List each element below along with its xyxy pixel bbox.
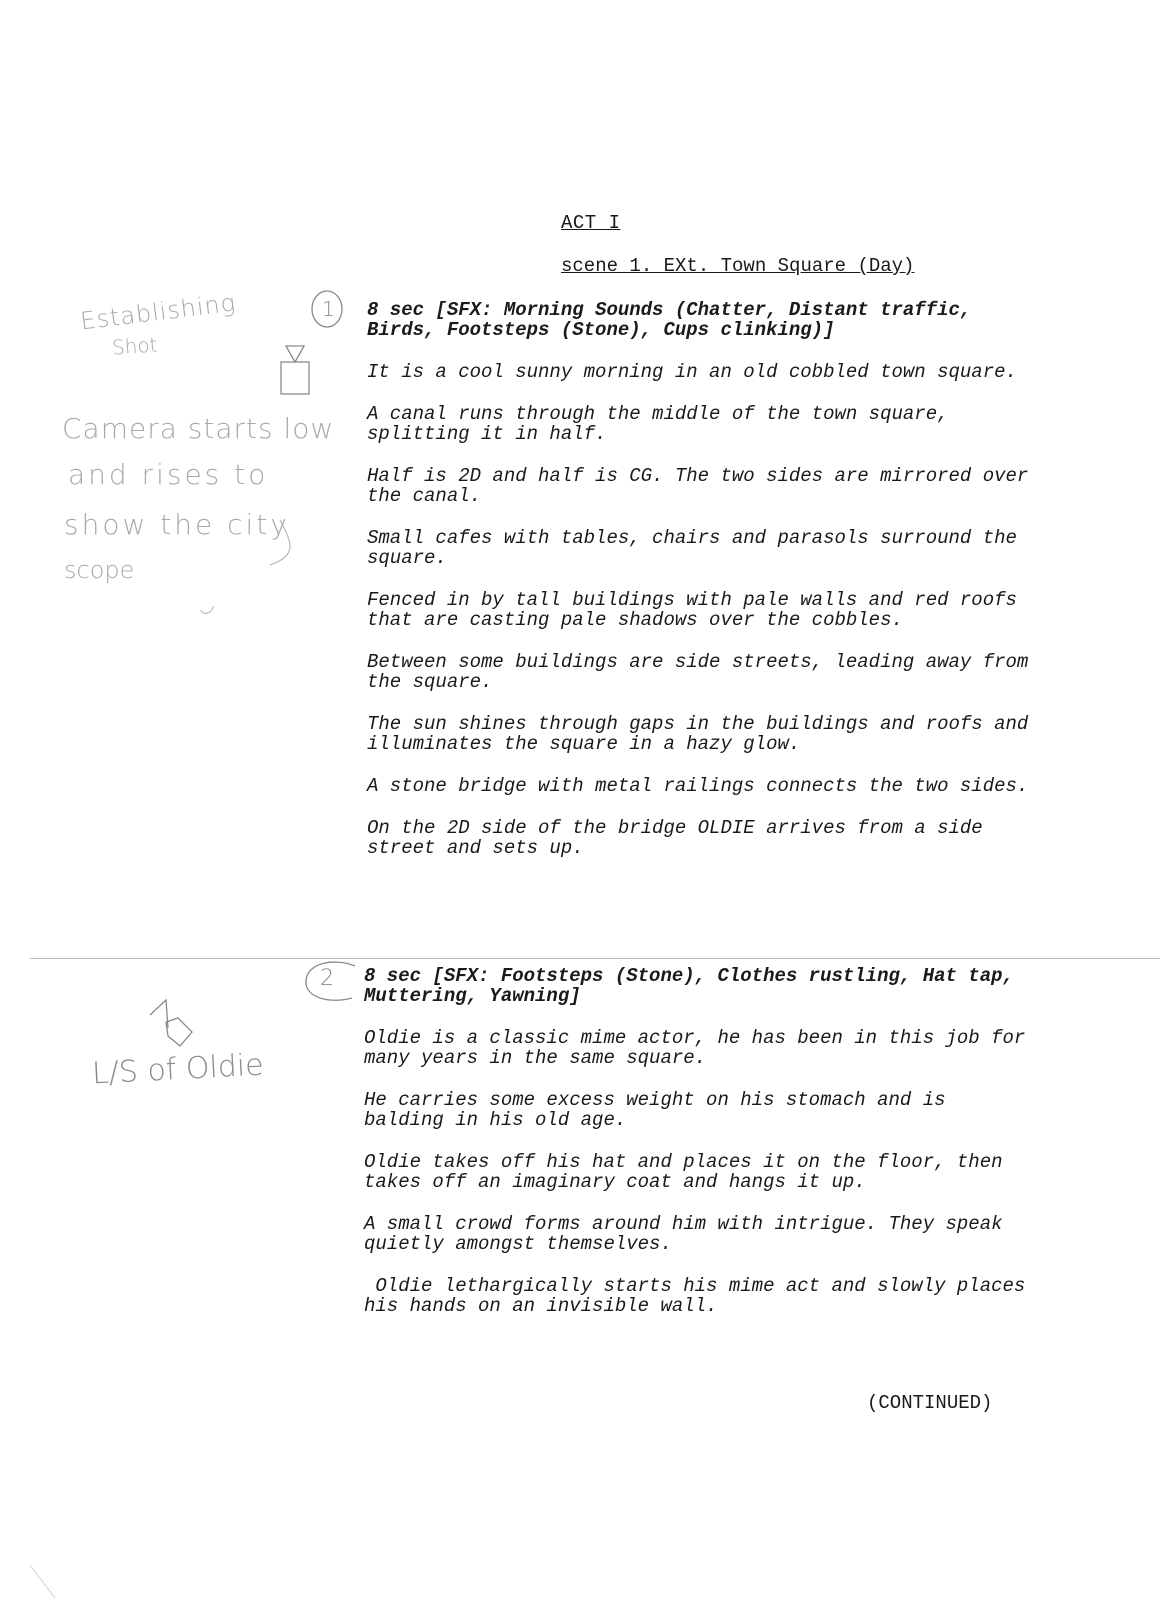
- action-paragraph: On the 2D side of the bridge OLDIE arrives from a side street and sets up.: [367, 817, 983, 859]
- camera-sketch-icon: [281, 346, 309, 394]
- note-ls-of-oldie: L/S of Oldie: [91, 1047, 265, 1092]
- shot-2-sfx: 8 sec [SFX: Footsteps (Stone), Clothes rustling, Hat tap, Muttering, Yawning]: [364, 965, 1014, 1007]
- action-paragraph: Small cafes with tables, chairs and parasols surround the square.: [367, 527, 1017, 569]
- camera-angle-sketch-icon: [150, 1000, 192, 1046]
- action-paragraph: It is a cool sunny morning in an old cobbled town square.: [367, 361, 1017, 383]
- action-paragraph: Oldie takes off his hat and places it on the floor, then takes off an imaginary coat and hangs it up.: [364, 1151, 1003, 1193]
- act-title: ACT I: [561, 212, 621, 234]
- action-paragraph: Fenced in by tall buildings with pale walls and red roofs that are casting pale shadows over the cobbles.: [367, 589, 1017, 631]
- corner-mark: [30, 1565, 55, 1598]
- action-paragraph: Half is 2D and half is CG. The two sides are mirrored over the canal.: [367, 465, 1029, 507]
- note-establishing: Establishing: [78, 288, 238, 336]
- shot-1-block: [367, 300, 1037, 880]
- shot-1-sfx: 8 sec [SFX: Morning Sounds (Chatter, Distant traffic, Birds, Footsteps (Stone), Cups clinking)]: [367, 299, 972, 341]
- note-and-rises-to: and rises to: [68, 458, 269, 491]
- note-shot: Shot: [111, 332, 159, 360]
- scene-heading: scene 1. EXt. Town Square (Day): [561, 255, 915, 277]
- action-paragraph: Oldie lethargically starts his mime act and slowly places his hands on an invisible wall.: [364, 1275, 1037, 1317]
- action-paragraph: The sun shines through gaps in the buildings and roofs and illuminates the square in a hazy glow.: [367, 713, 1029, 755]
- shot-1-number: 1: [322, 297, 335, 321]
- note-show-the-city: show the city: [64, 508, 290, 541]
- shot-divider-line: [30, 958, 1160, 959]
- shot-2-block: [364, 965, 1037, 1338]
- shot-2-number: 2: [320, 966, 334, 991]
- note-scope: scope: [64, 556, 135, 584]
- pencil-flourish: [200, 606, 214, 613]
- action-paragraph: A stone bridge with metal railings connects the two sides.: [367, 775, 1029, 797]
- action-paragraph: Oldie is a classic mime actor, he has been in this job for many years in the same square.: [364, 1027, 1026, 1069]
- action-paragraph: He carries some excess weight on his stomach and is balding in his old age.: [364, 1089, 946, 1131]
- continued-marker: (CONTINUED): [867, 1392, 993, 1414]
- note-camera-starts-low: Camera starts low: [62, 412, 335, 445]
- action-paragraph: Between some buildings are side streets, leading away from the square.: [367, 651, 1029, 693]
- action-paragraph: A canal runs through the middle of the town square, splitting it in half.: [367, 403, 949, 445]
- action-paragraph: A small crowd forms around him with intrigue. They speak quietly amongst themselves.: [364, 1213, 1003, 1255]
